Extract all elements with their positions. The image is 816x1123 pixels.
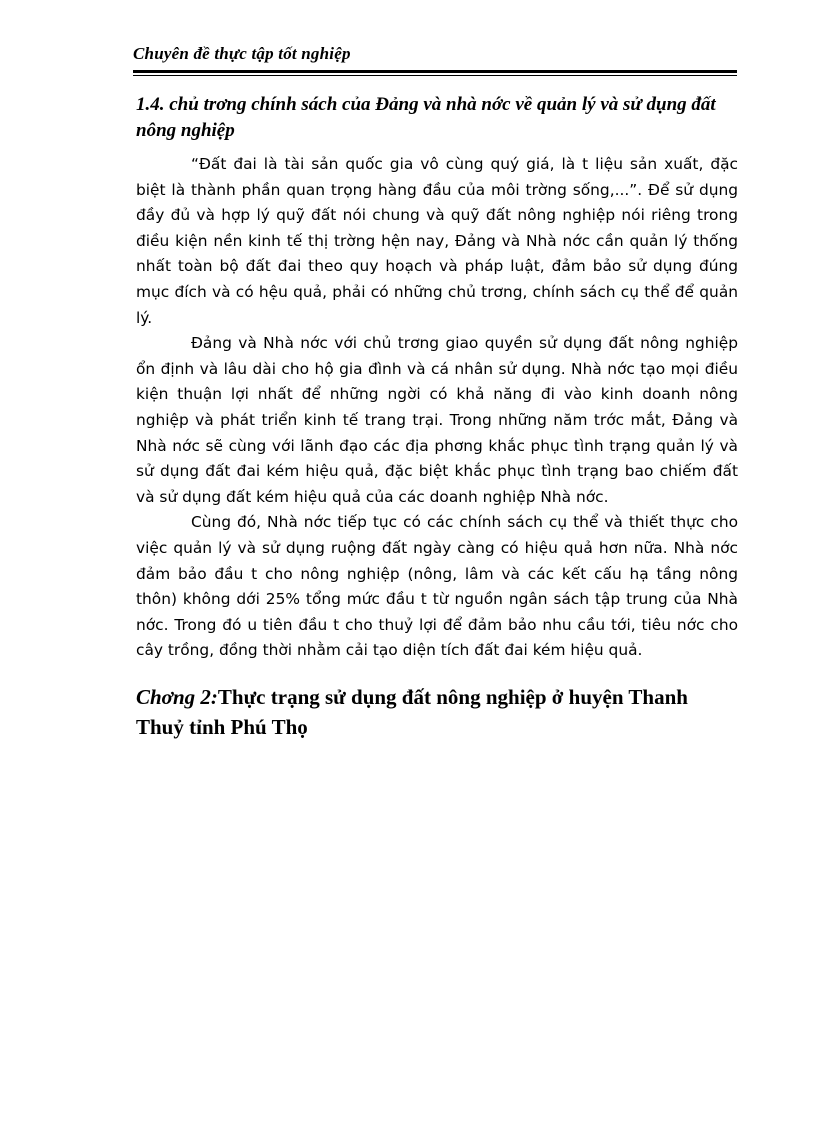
chapter-label: Chơng 2: xyxy=(136,684,218,709)
section-title: 1.4. chủ trơng chính sách của Đảng và nhà nớc về quản lý và sử dụng đất nông nghiệp xyxy=(136,94,716,141)
page-content xyxy=(136,92,738,742)
paragraph-3: Cùng đó, Nhà nớc tiếp tục có các chính sách cụ thể và thiết thực cho việc quản lý và sử dụng ruộng đất ngày càng có hiệu quả hơn nữa. Nhà nớc đảm bảo đầu t cho nông nghiệp (nông, lâm và các kết cấu hạ tầng nông thôn) không dới 25% tổng mức đầu t từ nguồn ngân sách tập trung của Nhà nớc. Trong đó u tiên đầu t cho thuỷ lợi để đảm bảo nhu cầu tới, tiêu nớc cho cây trồng, đồng thời nhằm cải tạo diện tích đất đai kém hiệu quả. xyxy=(136,513,738,660)
header-rule-thick xyxy=(133,70,737,73)
paragraph-1: “Đất đai là tài sản quốc gia vô cùng quý giá, là t liệu sản xuất, đặc biệt là thành phần quan trọng hàng đầu của môi trờng sống,...”. Để sử dụng đầy đủ và hợp lý quỹ đất nói chung và quỹ đất nông nghiệp nói riêng trong điều kiện nền kinh tế thị trờng hện nay, Đảng và Nhà nớc cần quản lý thống nhất toàn bộ đất đai theo quy hoạch và pháp luật, đảm bảo sử dụng đúng mục đích và có hệu quả, phải có những chủ trơng, chính sách cụ thể để quản lý. xyxy=(136,155,738,327)
chapter-heading xyxy=(136,682,738,742)
page-header xyxy=(133,44,737,76)
chapter-title: Thực trạng sử dụng đất nông nghiệp ở huyện Thanh Thuỷ tỉnh Phú Thọ xyxy=(136,684,688,739)
header-rule-thin xyxy=(133,75,737,76)
header-title: Chuyên đề thực tập tốt nghiệp xyxy=(133,44,351,63)
paragraph-2: Đảng và Nhà nớc với chủ trơng giao quyền sử dụng đất nông nghiệp ổn định và lâu dài cho hộ gia đình và cá nhân sử dụng. Nhà nớc tạo mọi điều kiện thuận lợi nhất để những ngời có khả năng đi vào kinh doanh nông nghiệp và phát triển kinh tế trang trại. Trong những năm trớc mắt, Đảng và Nhà nớc sẽ cùng với lãnh đạo các địa phơng khắc phục tình trạng quản lý và sử dụng đất đai kém hiệu quả, đặc biệt khắc phục tình trạng bao chiếm đất và sử dụng đất kém hiệu quả của các doanh nghiệp Nhà nớc. xyxy=(136,334,738,506)
